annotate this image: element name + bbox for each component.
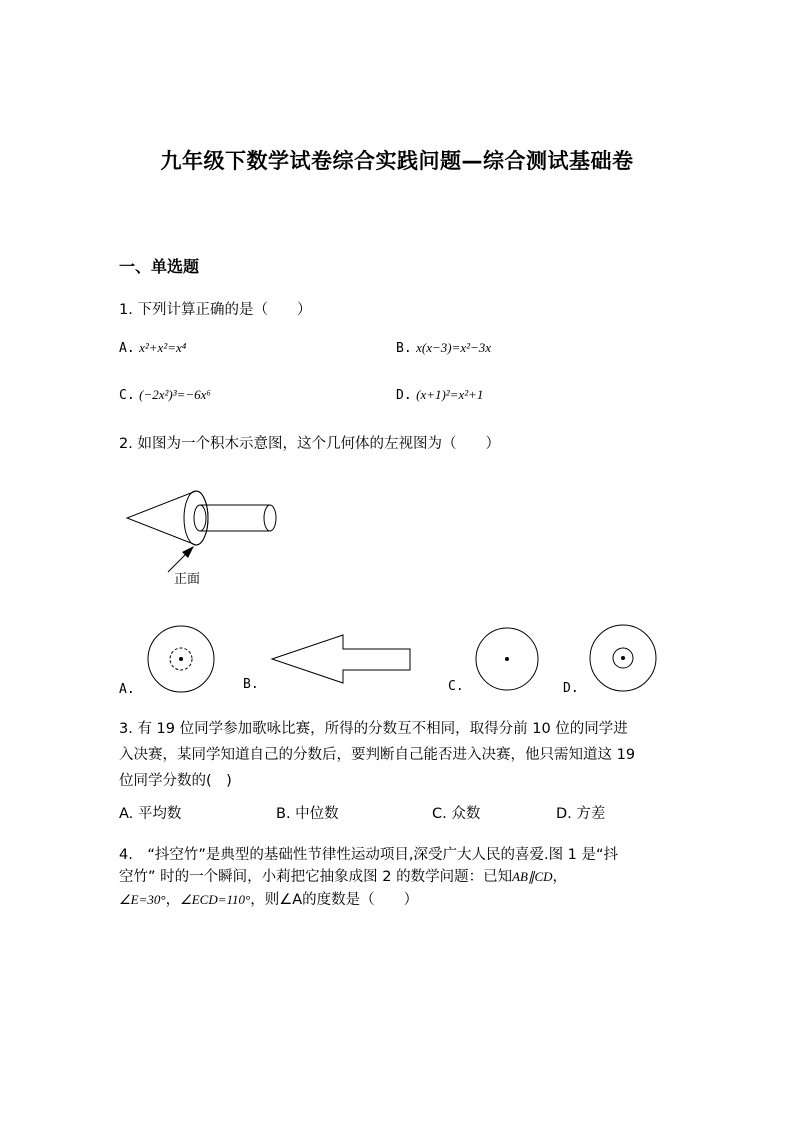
q4-angle-ecd: ∠ECD=110° [180, 892, 251, 907]
q1-option-c-expr: (−2x²)³=−6x⁶ [139, 387, 211, 402]
page-title: 九年级下数学试卷综合实践问题—综合测试基础卷 [160, 149, 634, 173]
q2-option-b-figure [270, 632, 415, 687]
q1-option-d-expr: (x+1)²=x²+1 [416, 387, 484, 402]
q3-option-c: C. 众数 [432, 806, 481, 822]
q1-option-d-label: D. [396, 388, 412, 403]
cone-outline [127, 491, 208, 545]
question-4-line-3 [119, 885, 418, 915]
q2-option-c-label: C. [448, 679, 464, 694]
question-2-stem: 2. 如图为一个积木示意图，这个几何体的左视图为（ ） [119, 436, 500, 452]
front-label: 正面 [174, 572, 201, 587]
q2-option-d-label: D. [563, 681, 579, 696]
q1-option-a-label: A. [119, 341, 135, 356]
q1-option-b-expr: x(x−3)=x²−3x [416, 340, 492, 355]
q3-option-d: D. 方差 [556, 806, 606, 822]
q1-option-a [119, 340, 186, 356]
question-4-line-1: 4. “抖空竹”是典型的基础性节律性运动项目,深受广大人民的喜爱.图 1 是“抖 [119, 847, 619, 863]
section-heading: 一、单选题 [119, 257, 200, 276]
q1-option-c-label: C. [119, 388, 135, 403]
q1-option-b-label: B. [396, 341, 412, 356]
question-3-line-3: 位同学分数的( ) [119, 773, 232, 789]
q4-line-2-suffix: ， [552, 869, 568, 885]
q4-separator: ， [165, 892, 181, 908]
q1-option-d [396, 387, 483, 403]
q2-solid-figure [120, 485, 290, 590]
q4-angle-e: ∠E=30° [119, 892, 166, 907]
question-3-line-1: 3. 有 19 位同学参加歌咏比赛，所得的分数互不相同，取得分前 10 位的同学进 [119, 721, 628, 737]
cylinder-front-ellipse [194, 505, 206, 531]
question-3-line-2: 入决赛，某同学知道自己的分数后，要判断自己能否进入决赛，他只需知道这 19 [119, 747, 636, 763]
cone-base-ellipse [184, 491, 208, 545]
q1-option-c [119, 387, 211, 403]
q4-line-2-prefix: 空竹” 时的一个瞬间，小莉把它抽象成图 2 的数学问题：已知 [119, 869, 513, 885]
q2-option-c-figure [474, 624, 544, 694]
q4-line-3-suffix: ，则∠A的度数是（ ） [250, 892, 419, 908]
cylinder-end-ellipse [264, 505, 276, 531]
q3-option-b: B. 中位数 [276, 806, 339, 822]
q4-parallel-condition: AB∥CD [512, 869, 553, 884]
q2-option-a-label: A. [119, 682, 135, 697]
question-1-stem: 1. 下列计算正确的是（ ） [119, 302, 312, 318]
q1-option-b [396, 340, 491, 356]
q2-option-b-label: B. [243, 677, 259, 692]
q2-option-a-figure [146, 624, 216, 694]
q3-option-a: A. 平均数 [119, 806, 182, 822]
q2-option-d-figure [589, 624, 659, 694]
q1-option-a-expr: x²+x²=x⁴ [139, 340, 187, 355]
